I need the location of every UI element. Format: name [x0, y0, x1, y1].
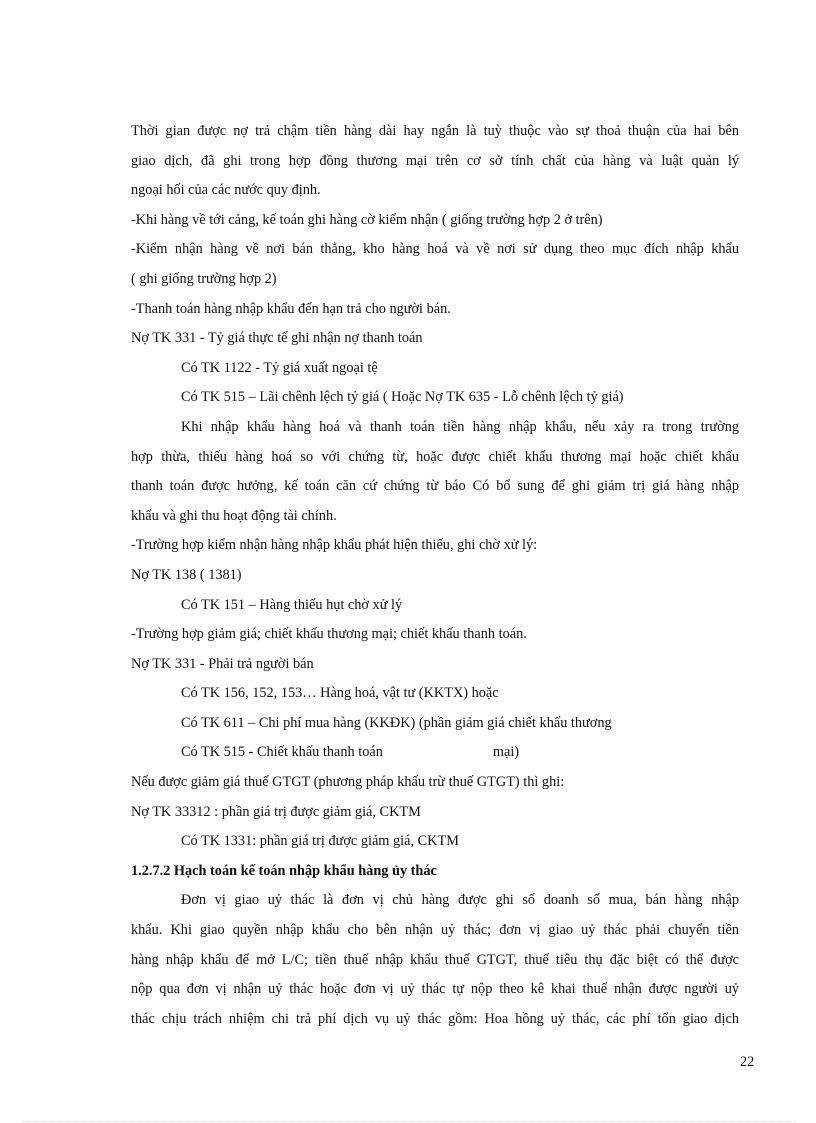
- text-line: ngoại hối của các nước quy định.: [131, 182, 321, 199]
- text-line: Thời gian được nợ trả chậm tiền hàng dài hay ngắn là tuỳ thuộc vào sự thoả thuận của hai bên: [131, 123, 739, 139]
- text-line: hợp thừa, thiếu hàng hoá so với chứng từ, hoặc được chiết khấu thương mại hoặc chiết khấu: [131, 448, 739, 465]
- text-line: Nợ TK 331 - Phải trả người bán: [131, 655, 314, 672]
- section-heading: 1.2.7.2 Hạch toán kế toán nhập khẩu hàng ủy thác: [131, 862, 437, 879]
- page-bottom-divider: [22, 1121, 796, 1122]
- text-line: -Thanh toán hàng nhập khẩu đến hạn trả cho người bán.: [131, 300, 451, 317]
- text-line: Nếu được giảm giá thuế GTGT (phương pháp khấu trừ thuế GTGT) thì ghi:: [131, 774, 565, 791]
- text-line: khẩu và ghi thu hoạt động tài chính.: [131, 507, 337, 524]
- text-line: nộp qua đơn vị nhận uỷ thác hoặc đơn vị uỷ thác tự nộp theo kê khai thuế nhận được người uỷ: [131, 981, 739, 998]
- text-line: -Trường hợp giảm giá; chiết khấu thương mại; chiết khấu thanh toán.: [131, 626, 527, 643]
- text-line: Có TK 1122 - Tỷ giá xuất ngoại tệ: [181, 359, 378, 376]
- text-line: Có TK 151 – Hàng thiếu hụt chờ xử lý: [181, 596, 403, 613]
- text-line: thác chịu trách nhiệm chi trả phí dịch vụ uỷ thác gồm: Hoa hồng uỷ thác, các phí tổn giao dịch: [131, 1010, 739, 1027]
- text-line: thanh toán được hưởng, kế toán căn cứ chứng từ báo Có bổ sung để ghi giảm trị giá hàng nhập: [131, 478, 739, 495]
- page-number: 22: [740, 1054, 755, 1070]
- text-line: [131, 738, 739, 768]
- text-line: Có TK 156, 152, 153… Hàng hoá, vật tư (KKTX) hoặc: [181, 685, 499, 702]
- text-segment: mại): [492, 744, 520, 761]
- text-line: -Trường hợp kiểm nhận hàng nhập khẩu phát hiện thiếu, ghi chờ xử lý:: [131, 537, 538, 554]
- text-line: ( ghi giống trường hợp 2): [131, 270, 277, 287]
- text-line: -Kiểm nhận hàng về nơi bán thẳng, kho hàng hoá và về nơi sử dụng theo mục đích nhập khẩu: [131, 241, 739, 258]
- text-line: Nợ TK 33312 : phần giá trị được giảm giá, CKTM: [131, 803, 421, 820]
- document-body: [131, 117, 739, 1034]
- text-line: khẩu. Khi giao quyền nhập khẩu cho bên nhận uỷ thác; đơn vị giao uỷ thác phải chuyển tiền: [131, 922, 739, 939]
- text-line: Nợ TK 331 - Tỷ giá thực tế ghi nhận nợ thanh toán: [131, 330, 423, 347]
- text-line: Có TK 1331: phần giá trị được giảm giá, CKTM: [181, 833, 459, 850]
- text-line: Đơn vị giao uỷ thác là đơn vị chủ hàng được ghi sổ doanh số mua, bán hàng nhập: [181, 892, 739, 909]
- text-line: giao dịch, đã ghi trong hợp đồng thương mại trên cơ sở tính chất của hàng và luật quản lý: [131, 152, 739, 169]
- text-line: Có TK 515 – Lãi chênh lệch tỷ giá ( Hoặc Nợ TK 635 - Lỗ chênh lệch tỷ giá): [181, 389, 624, 406]
- text-line: Nợ TK 138 ( 1381): [131, 566, 242, 583]
- text-line: Khi nhập khẩu hàng hoá và thanh toán tiền hàng nhập khẩu, nếu xảy ra trong trường: [181, 418, 739, 435]
- text-line: hàng nhập khẩu để mở L/C; tiền thuế nhập khẩu thuế GTGT, thuế tiêu thụ đặc biệt có thể được: [131, 951, 739, 968]
- text-line: -Khi hàng về tới cảng, kế toán ghi hàng cờ kiểm nhận ( giống trường hợp 2 ở trên): [131, 211, 603, 228]
- text-line: Có TK 611 – Chi phí mua hàng (KKĐK) (phần giảm giá chiết khấu thương: [181, 714, 612, 731]
- text-segment: Có TK 515 - Chiết khấu thanh toán: [181, 744, 383, 761]
